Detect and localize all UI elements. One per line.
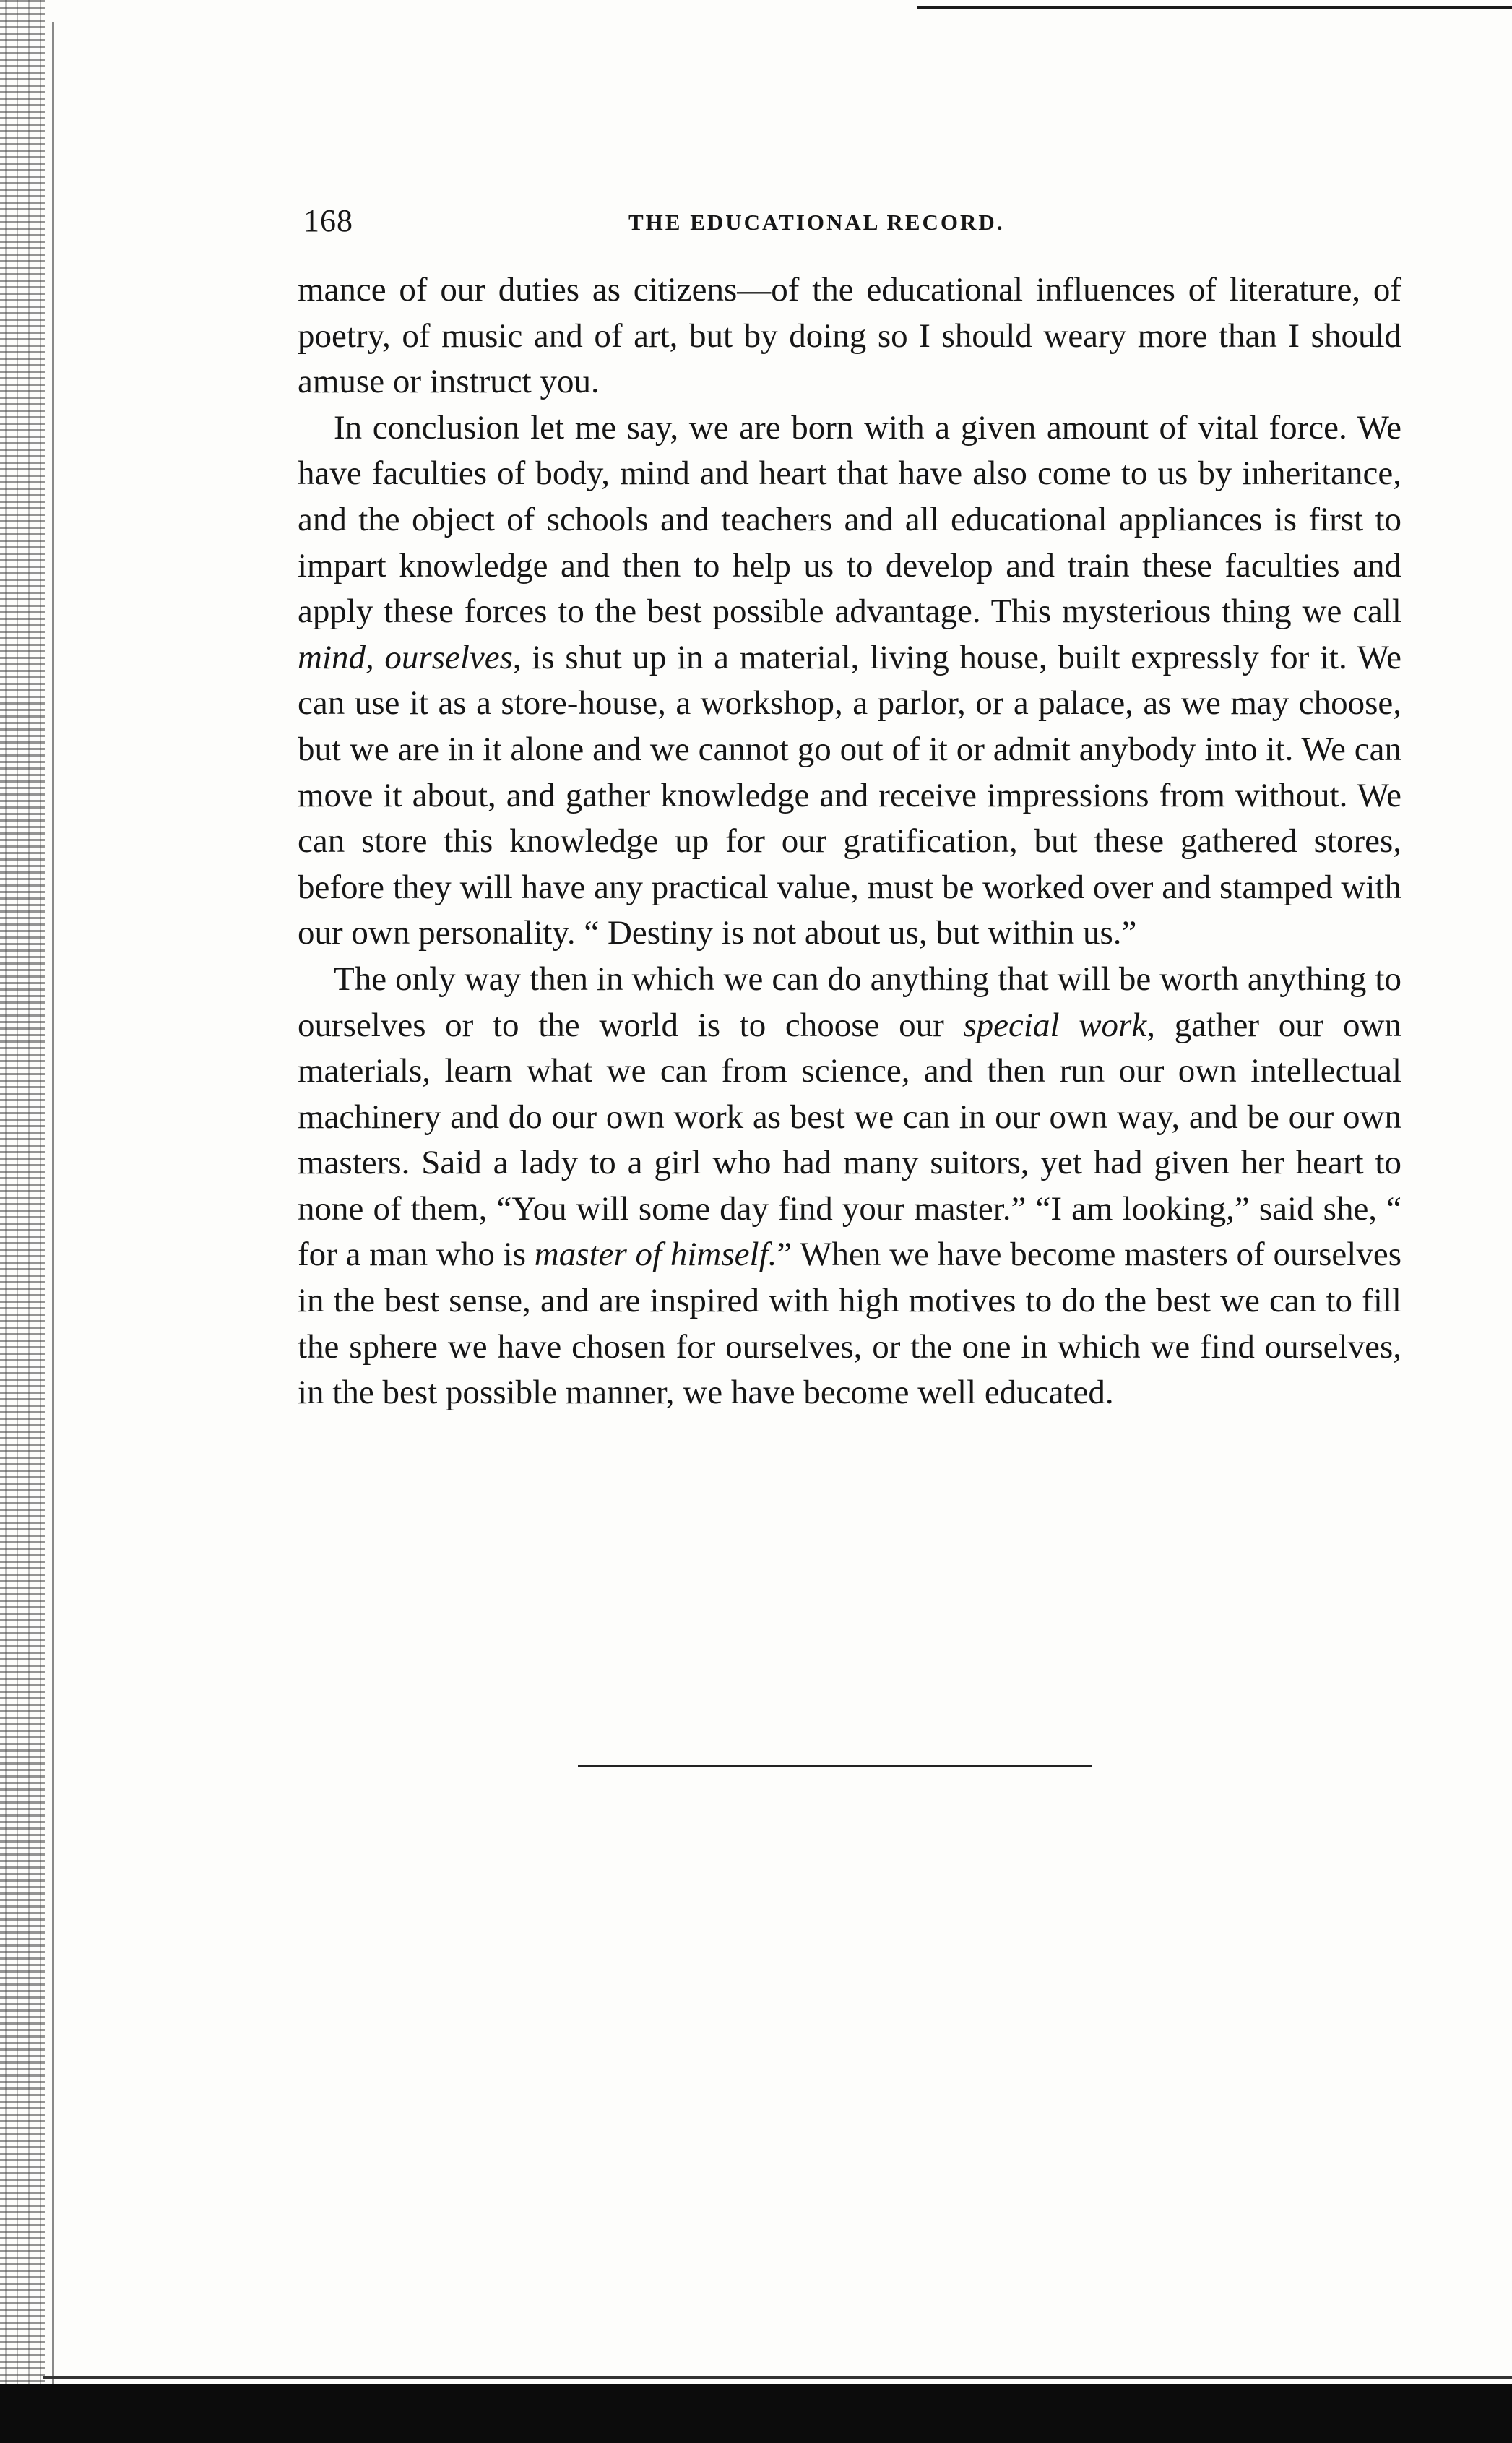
paragraph-1-text: mance of our duties as citizens—of the educational influences of literature, of poetry, of music and of art, but by doing so I should weary more than I should amuse or instruct you. (298, 271, 1401, 401)
paragraph-2-text-a: In conclusion let me say, we are born with a given amount of vital force. We have faculties of body, mind and heart that have also come to us by inheritance, and the object of schools and teachers and all educational appliances is first to impart knowledge and then to help us to develop and train these faculties and apply these forces to the best possible advantage. This mysterious thing we call (298, 408, 1401, 631)
top-edge-rule (917, 6, 1512, 9)
paragraph-3-text-a: The only way then in which we can do anything that will be worth anything to ourselves or to the world is to choose our (298, 960, 1401, 1044)
page-number: 168 (303, 203, 353, 238)
running-title: THE EDUCATIONAL RECORD. (628, 210, 1005, 235)
paragraph-2 (298, 405, 1401, 957)
paragraph-1 (298, 267, 1401, 405)
paragraph-3-emphasis-1: special work (963, 1006, 1147, 1044)
paragraph-3-text-b: , gather our own materials, learn what we can from science, and then run our own intellectual machinery and do our own work as best we can in our own way, and be our own masters. Said a lady to a girl who had many suitors, yet had given her heart to none of them, “You will some day find your master.” “I am looking,” said she, “ for a man who is (298, 1006, 1401, 1274)
paragraph-3-text-c: ” When we have become masters of ourselves in the best sense, and are inspired with high motives to do the best we can to fill the sphere we have chosen for ourselves, or the one in which we find ourselves, in the best possible manner, we have become well educated. (298, 1236, 1401, 1412)
bottom-edge-bar (0, 2384, 1512, 2443)
bottom-edge-line (43, 2376, 1512, 2379)
section-end-rule (578, 1765, 1092, 1767)
paragraph-3-emphasis-2: master of himself. (534, 1236, 777, 1274)
paragraph-3 (298, 957, 1401, 1416)
binding-edge-line (52, 22, 54, 2435)
article-body (298, 267, 1401, 1416)
paragraph-2-emphasis: mind, ourselves (298, 638, 513, 676)
binding-edge-noise (0, 0, 45, 2443)
page-header (303, 202, 1401, 246)
paragraph-2-text-b: , is shut up in a material, living house, built expressly for it. We can use it as a store-house, a workshop, a parlor, or a palace, as we may choose, but we are in it alone and we cannot go out of it or admit anybody into it. We can move it about, and gather knowledge and receive impressions from without. We can store this knowledge up for our gratification, but these gathered stores, before they will have any practical value, must be worked over and stamped with our own personality. “ Destiny is not about us, but within us.” (298, 638, 1402, 952)
